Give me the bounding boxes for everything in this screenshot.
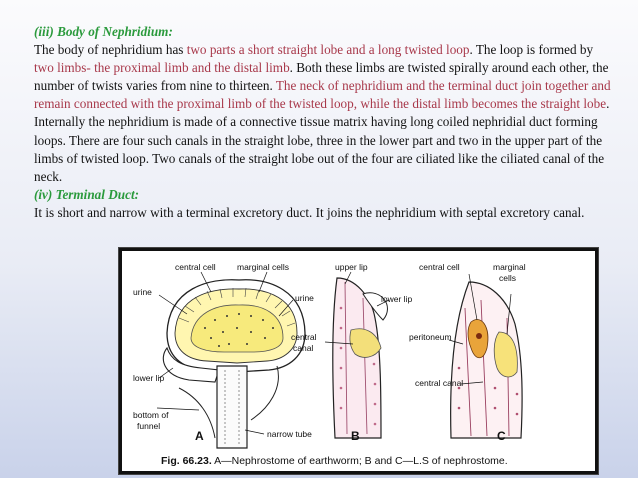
nephrostome-figure: [118, 247, 599, 475]
label-bottom-of: bottom of: [133, 410, 169, 420]
label-marginal-c: marginal: [493, 262, 526, 272]
caption-number: Fig. 66.23.: [161, 455, 212, 467]
highlight-two-limbs: two limbs- the proximal limb and the distal limb: [34, 60, 290, 76]
figure-caption: [161, 455, 508, 467]
panel-c-letter: C: [497, 429, 506, 443]
label-central-canal-c: central canal: [415, 378, 464, 388]
section-iv-heading: (iv) Terminal Duct:: [34, 186, 140, 202]
section-iii-paragraph-2: Internally the nephridium is made of a connective tissue matrix having long coiled nephridial duct forming loops. There are four such canals in the straight lobe, three in the lower part and two in the upper part of the limbs of twisted loop. Two canals of the straight lobe out of the four are ciliated like the ciliated canal of the neck.: [34, 114, 605, 184]
label-canal-b: canal: [293, 343, 314, 353]
panel-b-drawing: [325, 272, 389, 438]
text-run: .: [606, 96, 610, 112]
panel-b-letter: B: [351, 429, 360, 443]
highlight-two-parts: two parts a short straight lobe and a long twisted loop: [186, 42, 470, 58]
label-funnel: funnel: [137, 421, 161, 431]
text-block: [34, 23, 614, 222]
panel-a-drawing: [157, 272, 305, 448]
section-iv-paragraph-1: It is short and narrow with a terminal excretory duct. It joins the nephridium with septal excretory canal.: [34, 204, 585, 220]
label-marginal-cells-a: marginal cells: [237, 262, 289, 272]
text-run: . Both these limbs are twisted spirally around each other, the number of twists varies from nine to thirteen.: [34, 60, 609, 94]
label-upper-lip: upper lip: [335, 262, 368, 272]
label-central-cell-a: central cell: [175, 262, 216, 272]
text-run: The body of nephridium has: [34, 42, 187, 58]
label-cells-c: cells: [499, 273, 517, 283]
figure-illustration: [119, 248, 600, 476]
highlight-neck-terminal-duct: The neck of nephridium and the terminal duct join together and remain connected with the proximal limb of the twisted loop, while the distal limb becomes the straight lobe: [34, 78, 611, 112]
label-central-b: central: [291, 332, 317, 342]
text-run: . The loop is formed by: [469, 42, 594, 58]
panel-a-letter: A: [195, 429, 204, 443]
label-lower-lip-a: lower lip: [133, 373, 165, 383]
panel-c-drawing: [449, 274, 522, 438]
caption-text: A—Nephrostome of earthworm; B and C—L.S of nephrostome.: [211, 455, 508, 467]
label-narrow-tube: narrow tube: [267, 429, 312, 439]
label-lower-lip-b: lower lip: [381, 294, 413, 304]
section-iii-paragraph-1: [34, 41, 614, 113]
label-peritoneum: peritoneum: [409, 332, 452, 342]
label-urine-right: urine: [295, 293, 314, 303]
label-central-cell-c: central cell: [419, 262, 460, 272]
label-urine-left: urine: [133, 287, 152, 297]
section-iii-heading: (iii) Body of Nephridium:: [34, 24, 173, 39]
